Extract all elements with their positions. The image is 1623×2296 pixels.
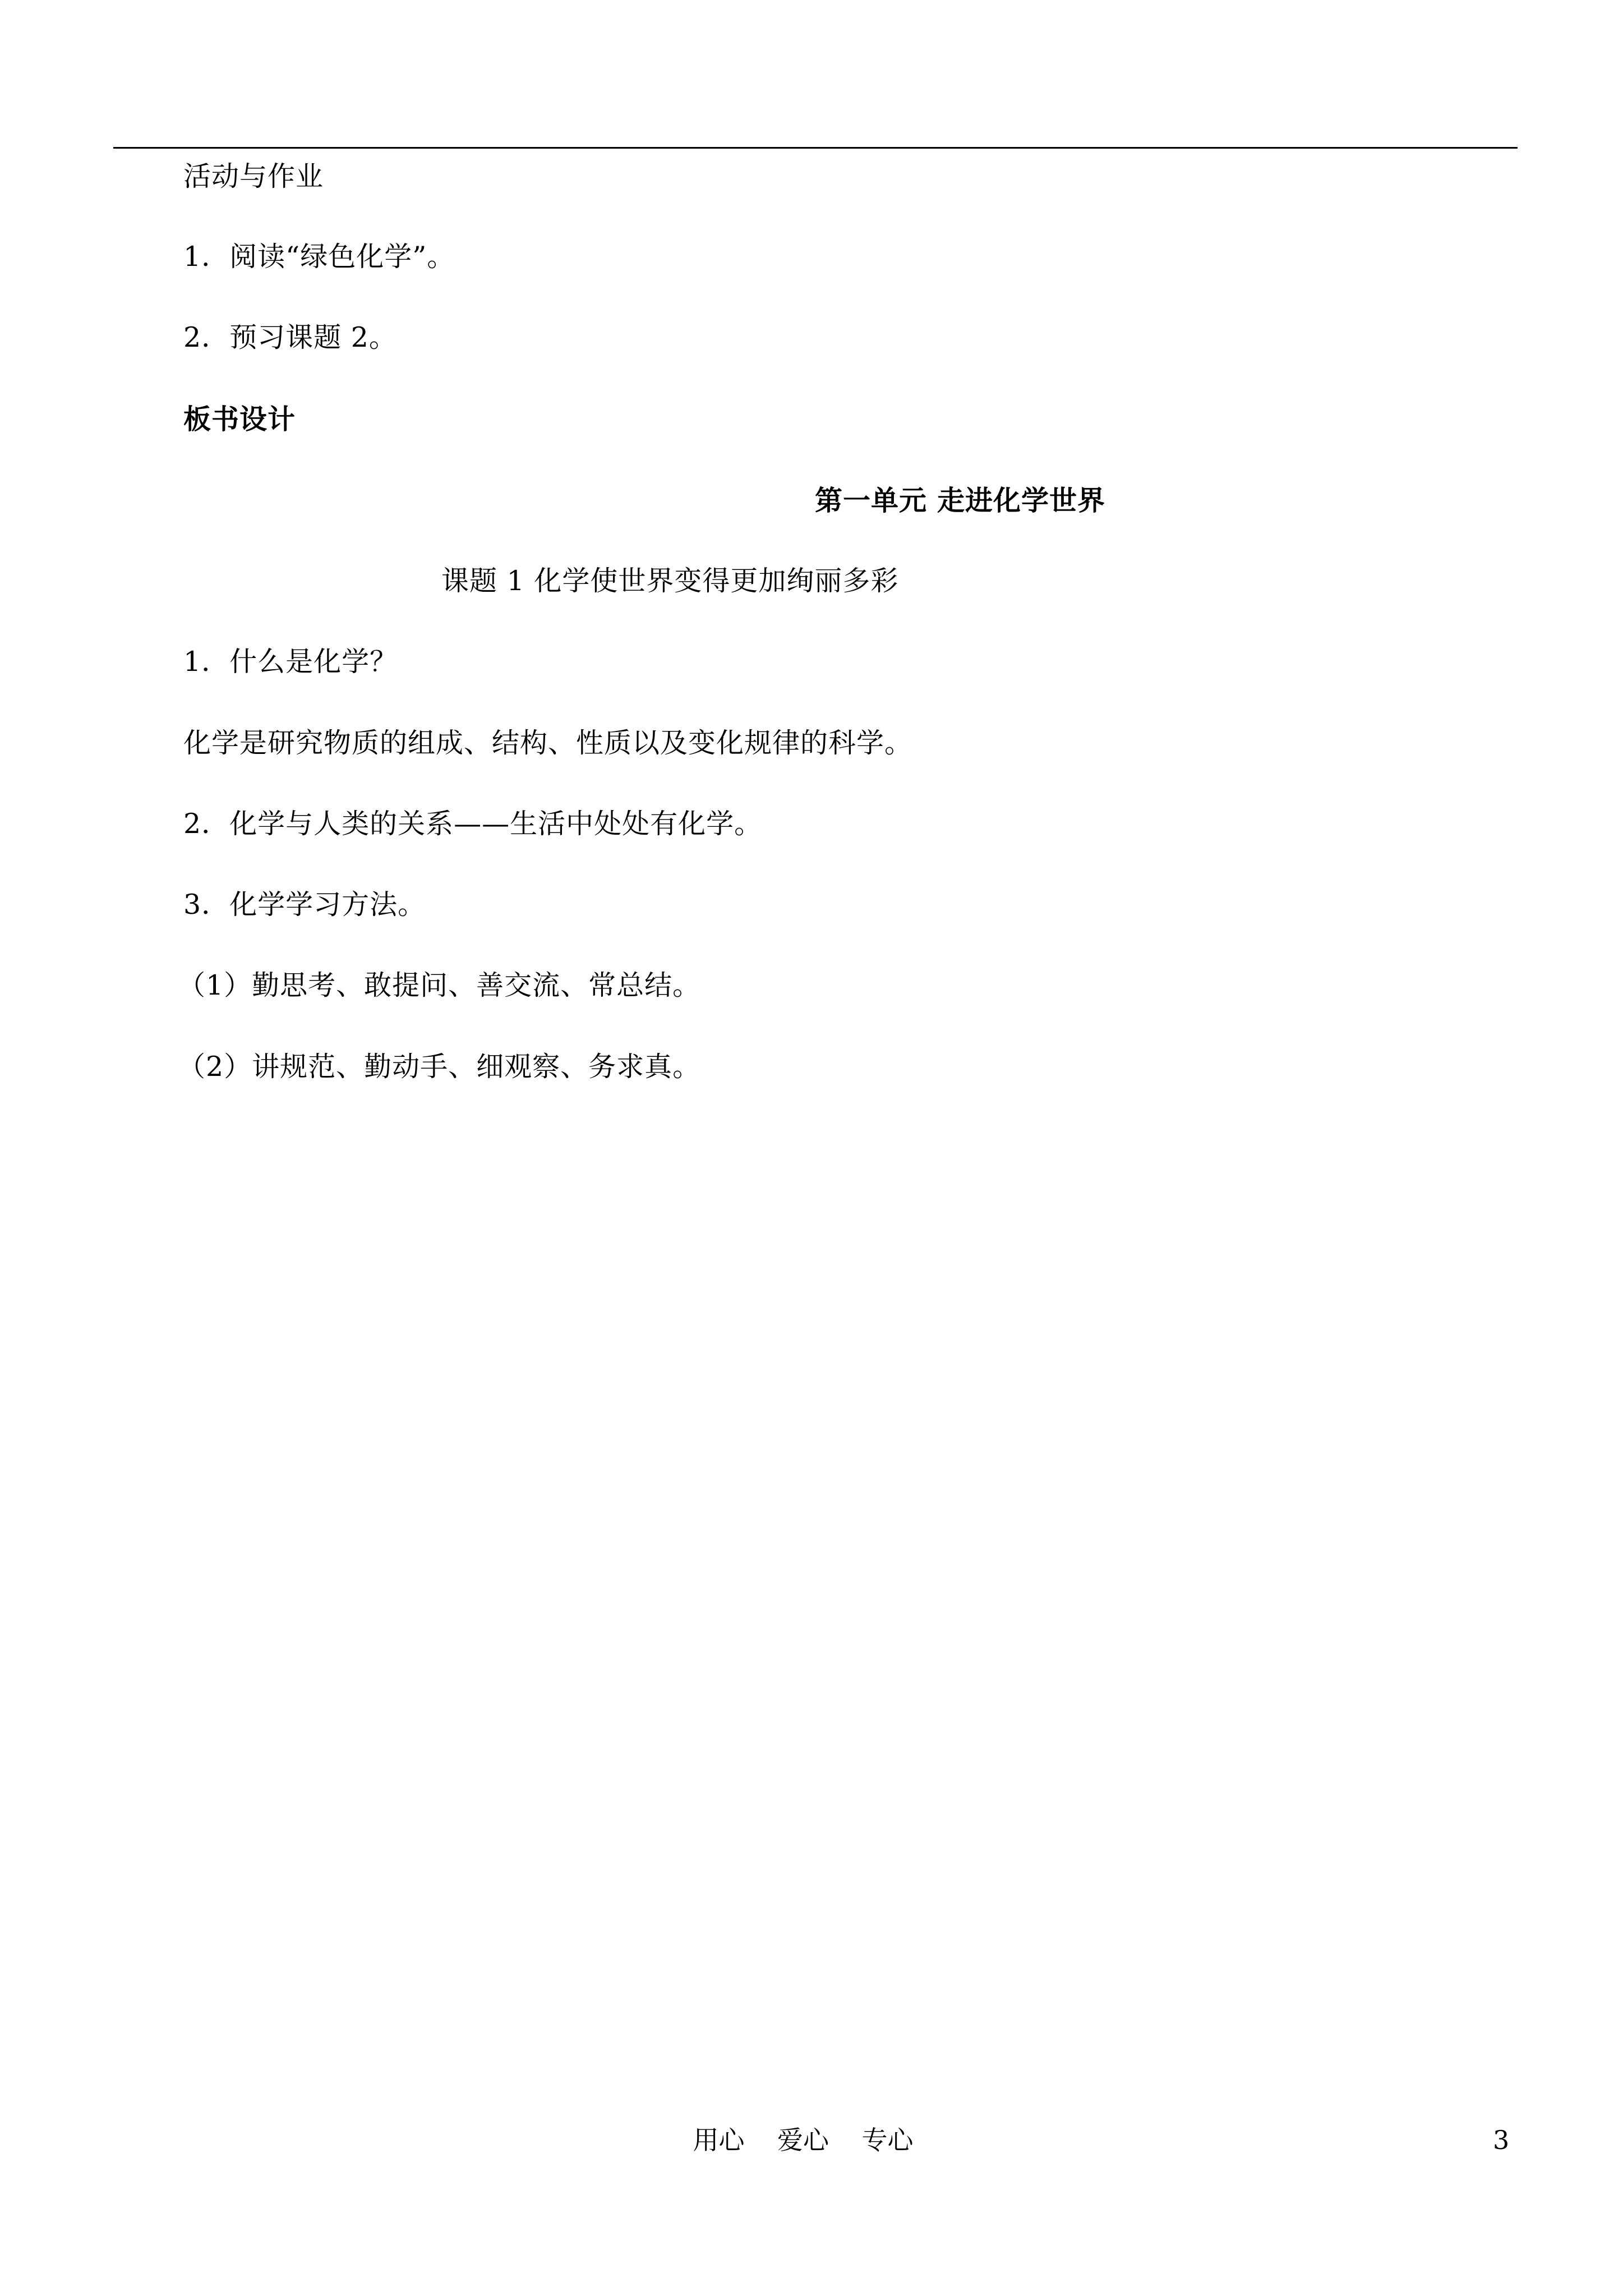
lesson-title: 课题 1 化学使世界变得更加绚丽多彩 (441, 565, 899, 597)
board-design-heading: 板书设计 (183, 403, 296, 435)
header-rule (113, 147, 1518, 149)
footer-motto: 用心 爱心 专心 (693, 2125, 914, 2155)
method-1: （1）勤思考、敢提问、善交流、常总结。 (178, 969, 701, 1001)
activity-item-1: 1．阅读“绿色化学”。 (183, 241, 455, 273)
point-1: 1．什么是化学？ (183, 646, 398, 678)
activity-item-2: 2．预习课题 2。 (183, 321, 397, 353)
unit-title: 第一单元 走进化学世界 (814, 484, 1106, 517)
point-2: 2．化学与人类的关系——生活中处处有化学。 (183, 808, 763, 840)
method-2: （2）讲规范、勤动手、细观察、务求真。 (178, 1051, 701, 1083)
point-3: 3．化学学习方法。 (183, 889, 426, 921)
chemistry-definition: 化学是研究物质的组成、结构、性质以及变化规律的科学。 (183, 727, 913, 759)
page-number: 3 (1493, 2125, 1510, 2155)
activity-heading: 活动与作业 (183, 160, 324, 192)
